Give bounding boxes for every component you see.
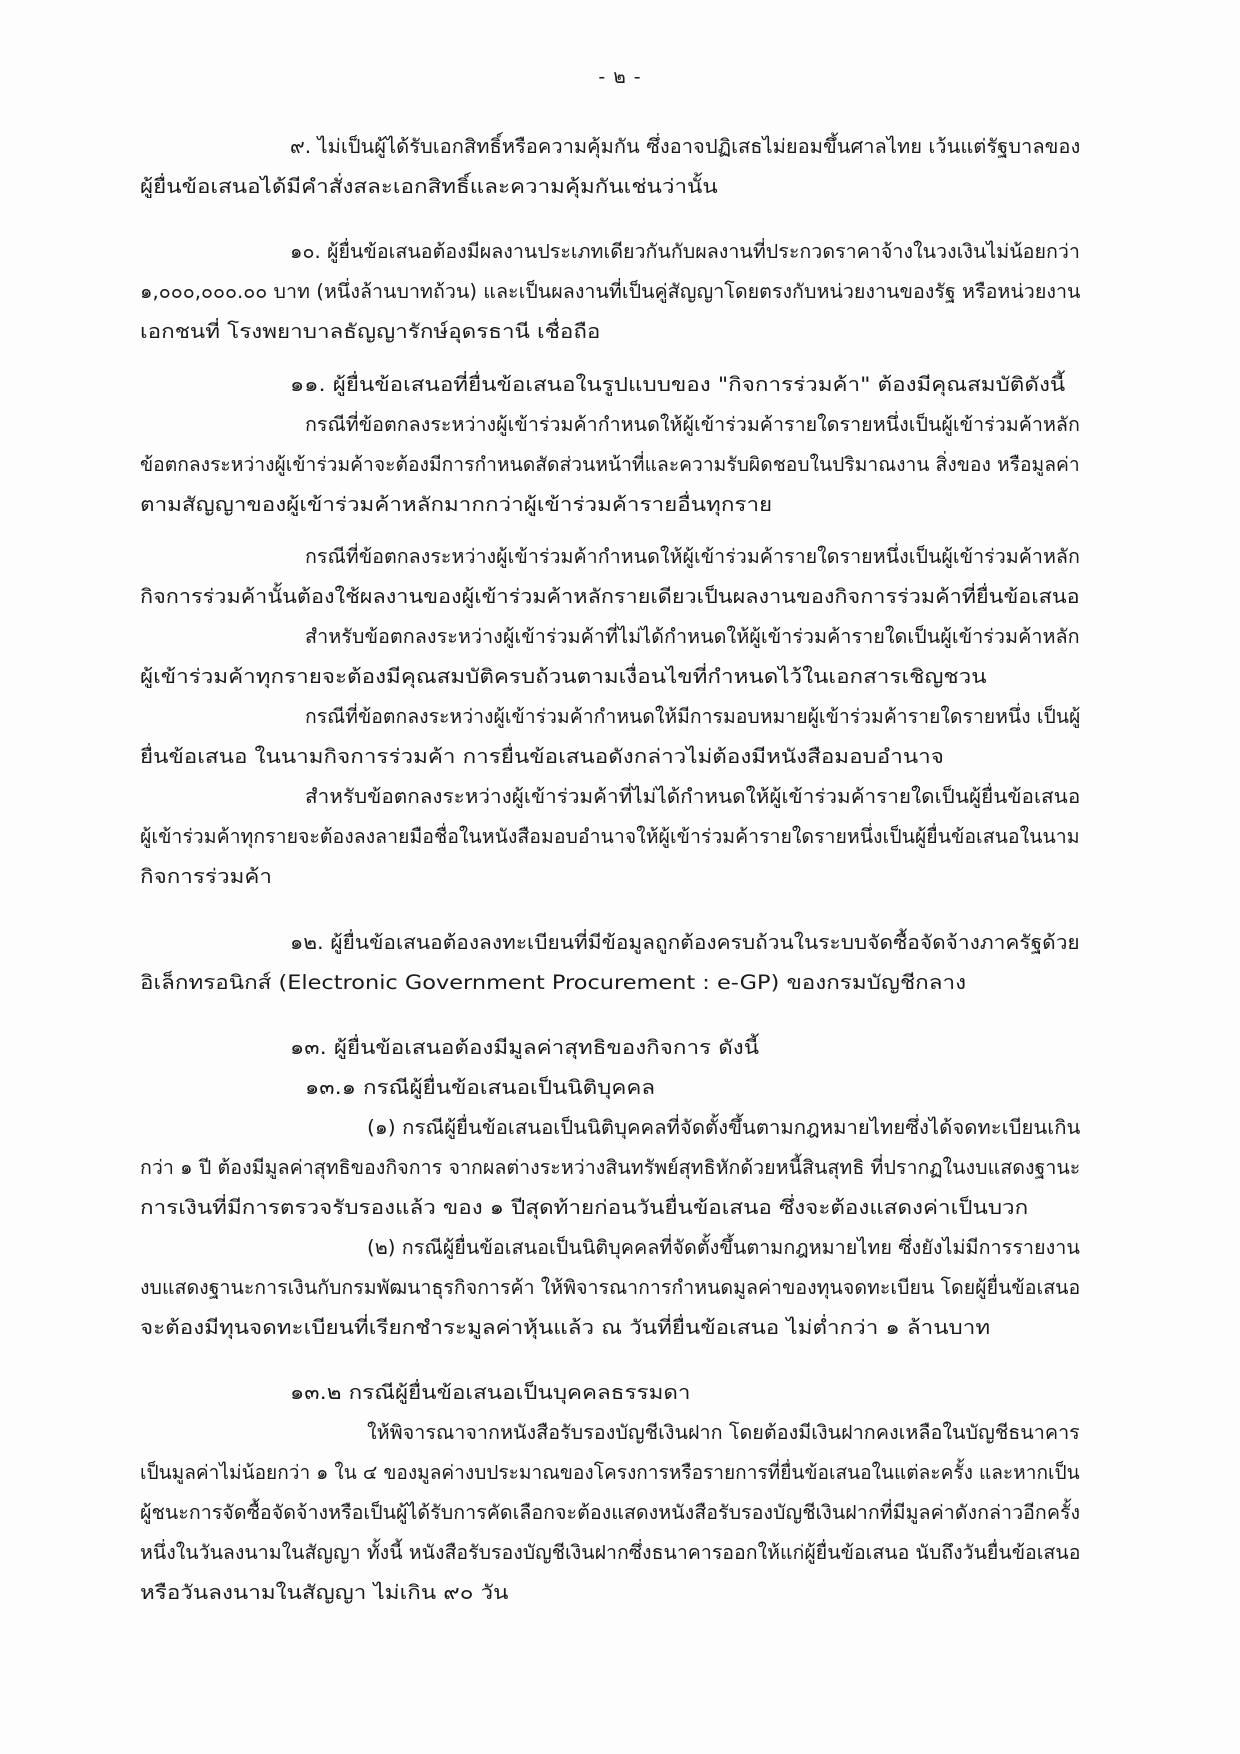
text-line: สำหรับข้อตกลงระหว่างผู้เข้าร่วมค้าที่ไม่ได้กำหนดให้ผู้เข้าร่วมค้ารายใดเป็นผู้เข้าร่วมค้าหลัก bbox=[305, 625, 1080, 648]
text-line: จะต้องมีทุนจดทะเบียนที่เรียกชำระมูลค่าหุ้นแล้ว ณ วันที่ยื่นข้อเสนอ ไม่ต่ำกว่า ๑ ล้านบาท bbox=[140, 1316, 991, 1339]
text-line: ผู้ยื่นข้อเสนอได้มีคำสั่งสละเอกสิทธิ์และความคุ้มกันเช่นว่านั้น bbox=[140, 175, 718, 198]
text-line: กิจการร่วมค้า bbox=[140, 865, 272, 888]
text-line: (๒) กรณีผู้ยื่นข้อเสนอเป็นนิติบุคคลที่จัดตั้งขึ้นตามกฎหมายไทย ซึ่งยังไม่มีการรายงาน bbox=[367, 1236, 1080, 1259]
page-number: - ๒ - bbox=[598, 66, 642, 88]
text-line: ให้พิจารณาจากหนังสือรับรองบัญชีเงินฝาก โดยต้องมีเงินฝากคงเหลือในบัญชีธนาคาร bbox=[367, 1421, 1080, 1444]
text-line: ๑๓. ผู้ยื่นข้อเสนอต้องมีมูลค่าสุทธิของกิจการ ดังนี้ bbox=[290, 1036, 760, 1059]
text-line: กรณีที่ข้อตกลงระหว่างผู้เข้าร่วมค้ากำหนดให้ผู้เข้าร่วมค้ารายใดรายหนึ่งเป็นผู้เข้าร่วมค้าหลัก bbox=[305, 545, 1080, 568]
text-line: ผู้เข้าร่วมค้าทุกรายจะต้องลงลายมือชื่อในหนังสือมอบอำนาจให้ผู้เข้าร่วมค้ารายใดรายหนึ่งเป็นผู้ยื่นข้อเสนอในนาม bbox=[140, 825, 1080, 848]
text-line: หรือวันลงนามในสัญญา ไม่เกิน ๙๐ วัน bbox=[140, 1581, 509, 1604]
text-line: ผู้ชนะการจัดซื้อจัดจ้างหรือเป็นผู้ได้รับการคัดเลือกจะต้องแสดงหนังสือรับรองบัญชีเงินฝากที่มีมูลค่าดังกล่าวอีกครั้ง bbox=[140, 1501, 1081, 1524]
text-line: ๑๐. ผู้ยื่นข้อเสนอต้องมีผลงานประเภทเดียวกันกับผลงานที่ประกวดราคาจ้างในวงเงินไม่น้อยกว่า bbox=[290, 240, 1080, 263]
text-line: (๑) กรณีผู้ยื่นข้อเสนอเป็นนิติบุคคลที่จัดตั้งขึ้นตามกฎหมายไทยซึ่งได้จดทะเบียนเกิน bbox=[367, 1116, 1081, 1139]
text-line: ๙. ไม่เป็นผู้ได้รับเอกสิทธิ์หรือความคุ้มกัน ซึ่งอาจปฏิเสธไม่ยอมขึ้นศาลไทย เว้นแต่รัฐบาลของ bbox=[290, 135, 1081, 158]
text-line: เป็นมูลค่าไม่น้อยกว่า ๑ ใน ๔ ของมูลค่างบประมาณของโครงการหรือรายการที่ยื่นข้อเสนอในแต่ละครั้ง และหากเป็น bbox=[140, 1461, 1080, 1484]
text-line: กรณีที่ข้อตกลงระหว่างผู้เข้าร่วมค้ากำหนดให้ผู้เข้าร่วมค้ารายใดรายหนึ่งเป็นผู้เข้าร่วมค้าหลัก bbox=[305, 413, 1080, 436]
text-line: ข้อตกลงระหว่างผู้เข้าร่วมค้าจะต้องมีการกำหนดสัดส่วนหน้าที่และความรับผิดชอบในปริมาณงาน สิ่งของ หรือมูลค่า bbox=[140, 453, 1080, 476]
text-line: ๑๓.๑ กรณีผู้ยื่นข้อเสนอเป็นนิติบุคคล bbox=[305, 1076, 656, 1099]
text-line: ยื่นข้อเสนอ ในนามกิจการร่วมค้า การยื่นข้อเสนอดังกล่าวไม่ต้องมีหนังสือมอบอำนาจ bbox=[140, 745, 944, 768]
text-line: ผู้เข้าร่วมค้าทุกรายจะต้องมีคุณสมบัติครบถ้วนตามเงื่อนไขที่กำหนดไว้ในเอกสารเชิญชวน bbox=[140, 665, 987, 688]
text-line: ๑๓.๒ กรณีผู้ยื่นข้อเสนอเป็นบุคคลธรรมดา bbox=[290, 1381, 691, 1404]
text-line: ๑๒. ผู้ยื่นข้อเสนอต้องลงทะเบียนที่มีข้อมูลถูกต้องครบถ้วนในระบบจัดซื้อจัดจ้างภาครัฐด้วย bbox=[290, 931, 1080, 954]
text-line: กว่า ๑ ปี ต้องมีมูลค่าสุทธิของกิจการ จากผลต่างระหว่างสินทรัพย์สุทธิหักด้วยหนี้สินสุทธิ ที่ปรากฏในงบแสดงฐานะ bbox=[140, 1156, 1081, 1179]
text-line: งบแสดงฐานะการเงินกับกรมพัฒนาธุรกิจการค้า ให้พิจารณาการกำหนดมูลค่าของทุนจดทะเบียน โดยผู้ยื่นข้อเสนอ bbox=[140, 1276, 1081, 1299]
text-line: ๑,๐๐๐,๐๐๐.๐๐ บาท (หนึ่งล้านบาทถ้วน) และเป็นผลงานที่เป็นคู่สัญญาโดยตรงกับหน่วยงานของรัฐ หรือหน่วยงาน bbox=[140, 280, 1081, 303]
text-line: การเงินที่มีการตรวจรับรองแล้ว ของ ๑ ปีสุดท้ายก่อนวันยื่นข้อเสนอ ซึ่งจะต้องแสดงค่าเป็นบวก bbox=[140, 1196, 1029, 1219]
text-line: สำหรับข้อตกลงระหว่างผู้เข้าร่วมค้าที่ไม่ได้กำหนดให้ผู้เข้าร่วมค้ารายใดเป็นผู้ยื่นข้อเสนอ bbox=[305, 785, 1081, 808]
text-line: เอกชนที่ โรงพยาบาลธัญญารักษ์อุดรธานี เชื่อถือ bbox=[140, 320, 601, 343]
text-line: ๑๑. ผู้ยื่นข้อเสนอที่ยื่นข้อเสนอในรูปแบบของ "กิจการร่วมค้า" ต้องมีคุณสมบัติดังนี้ bbox=[290, 373, 1066, 396]
text-line: ตามสัญญาของผู้เข้าร่วมค้าหลักมากกว่าผู้เข้าร่วมค้ารายอื่นทุกราย bbox=[140, 493, 773, 516]
text-line: อิเล็กทรอนิกส์ (Electronic Government Procurement : e-GP) ของกรมบัญชีกลาง bbox=[140, 971, 967, 994]
text-line: กิจการร่วมค้านั้นต้องใช้ผลงานของผู้เข้าร่วมค้าหลักรายเดียวเป็นผลงานของกิจการร่วมค้าที่ยื่นข้อเสนอ bbox=[140, 585, 1080, 608]
text-line: หนึ่งในวันลงนามในสัญญา ทั้งนี้ หนังสือรับรองบัญชีเงินฝากซึ่งธนาคารออกให้แก่ผู้ยื่นข้อเสนอ นับถึงวันยื่นข้อเสนอ bbox=[140, 1541, 1081, 1564]
text-line: กรณีที่ข้อตกลงระหว่างผู้เข้าร่วมค้ากำหนดให้มีการมอบหมายผู้เข้าร่วมค้ารายใดรายหนึ่ง เป็นผู้ bbox=[305, 705, 1081, 728]
